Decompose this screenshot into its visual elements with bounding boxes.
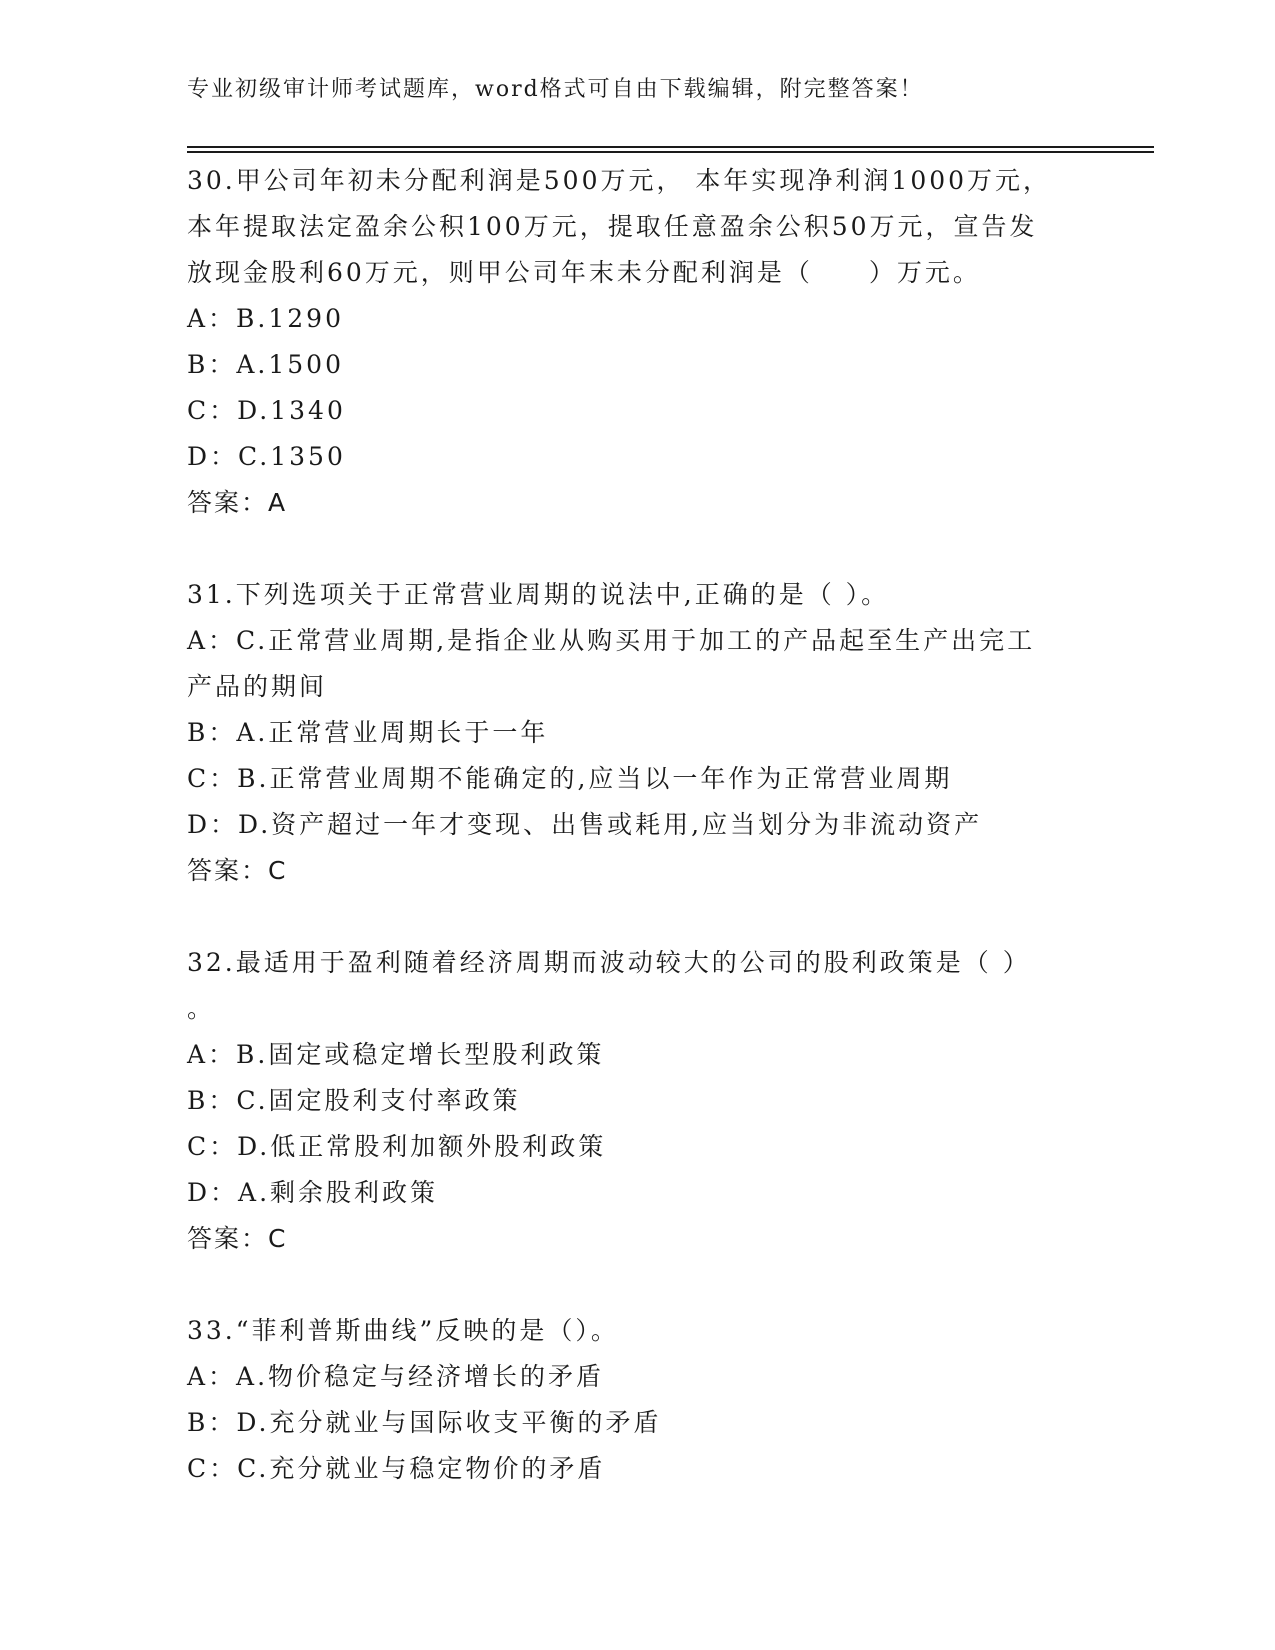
answer-line: 答案：C (187, 1224, 288, 1253)
header-rule-top (187, 146, 1154, 148)
option-line: C：C.充分就业与稳定物价的矛盾 (187, 1454, 606, 1483)
question-list (187, 158, 1087, 1492)
option-line: C：D.低正常股利加额外股利政策 (187, 1132, 607, 1161)
question-stem-line: 32.最适用于盈利随着经济周期而波动较大的公司的股利政策是（ ） (187, 948, 1031, 977)
question-spacer (187, 526, 1087, 572)
question-block (187, 1308, 1087, 1492)
option-line: A：C.正常营业周期,是指企业从购买用于加工的产品起至生产出完工 (187, 626, 1036, 655)
option-line: D：A.剩余股利政策 (187, 1178, 439, 1207)
question-stem-line: 。 (187, 994, 216, 1023)
header-rule-bottom (187, 151, 1154, 153)
question-stem-line: 33.“菲利普斯曲线”反映的是（）。 (187, 1316, 619, 1345)
answer-line: 答案：C (187, 856, 288, 885)
option-line: B：D.充分就业与国际收支平衡的矛盾 (187, 1408, 662, 1437)
option-line: A：B.1290 (187, 304, 344, 333)
option-line: A：A.物价稳定与经济增长的矛盾 (187, 1362, 605, 1391)
question-stem-line: 放现金股利60万元，则甲公司年末未分配利润是（ ）万元。 (187, 258, 981, 287)
question-block (187, 940, 1087, 1262)
option-line: A：B.固定或稳定增长型股利政策 (187, 1040, 605, 1069)
question-stem-line: 30.甲公司年初未分配利润是500万元， 本年实现净利润1000万元， (187, 166, 1052, 195)
question-spacer (187, 894, 1087, 940)
option-line: B：A.正常营业周期长于一年 (187, 718, 549, 747)
option-line: 产品的期间 (187, 672, 328, 701)
option-line: B：A.1500 (187, 350, 344, 379)
option-line: D：D.资产超过一年才变现、出售或耗用,应当划分为非流动资产 (187, 810, 983, 839)
question-block (187, 158, 1087, 526)
option-line: C：B.正常营业周期不能确定的,应当以一年作为正常营业周期 (187, 764, 953, 793)
option-line: C：D.1340 (187, 396, 346, 425)
answer-line: 答案：A (187, 488, 288, 517)
question-block (187, 572, 1087, 894)
question-spacer (187, 1262, 1087, 1308)
option-line: D：C.1350 (187, 442, 346, 471)
question-stem-line: 31.下列选项关于正常营业周期的说法中,正确的是（ ）。 (187, 580, 890, 609)
page-header: 专业初级审计师考试题库，word格式可自由下载编辑，附完整答案！ (187, 77, 924, 102)
option-line: B：C.固定股利支付率政策 (187, 1086, 521, 1115)
question-stem-line: 本年提取法定盈余公积100万元，提取任意盈余公积50万元，宣告发 (187, 212, 1038, 241)
